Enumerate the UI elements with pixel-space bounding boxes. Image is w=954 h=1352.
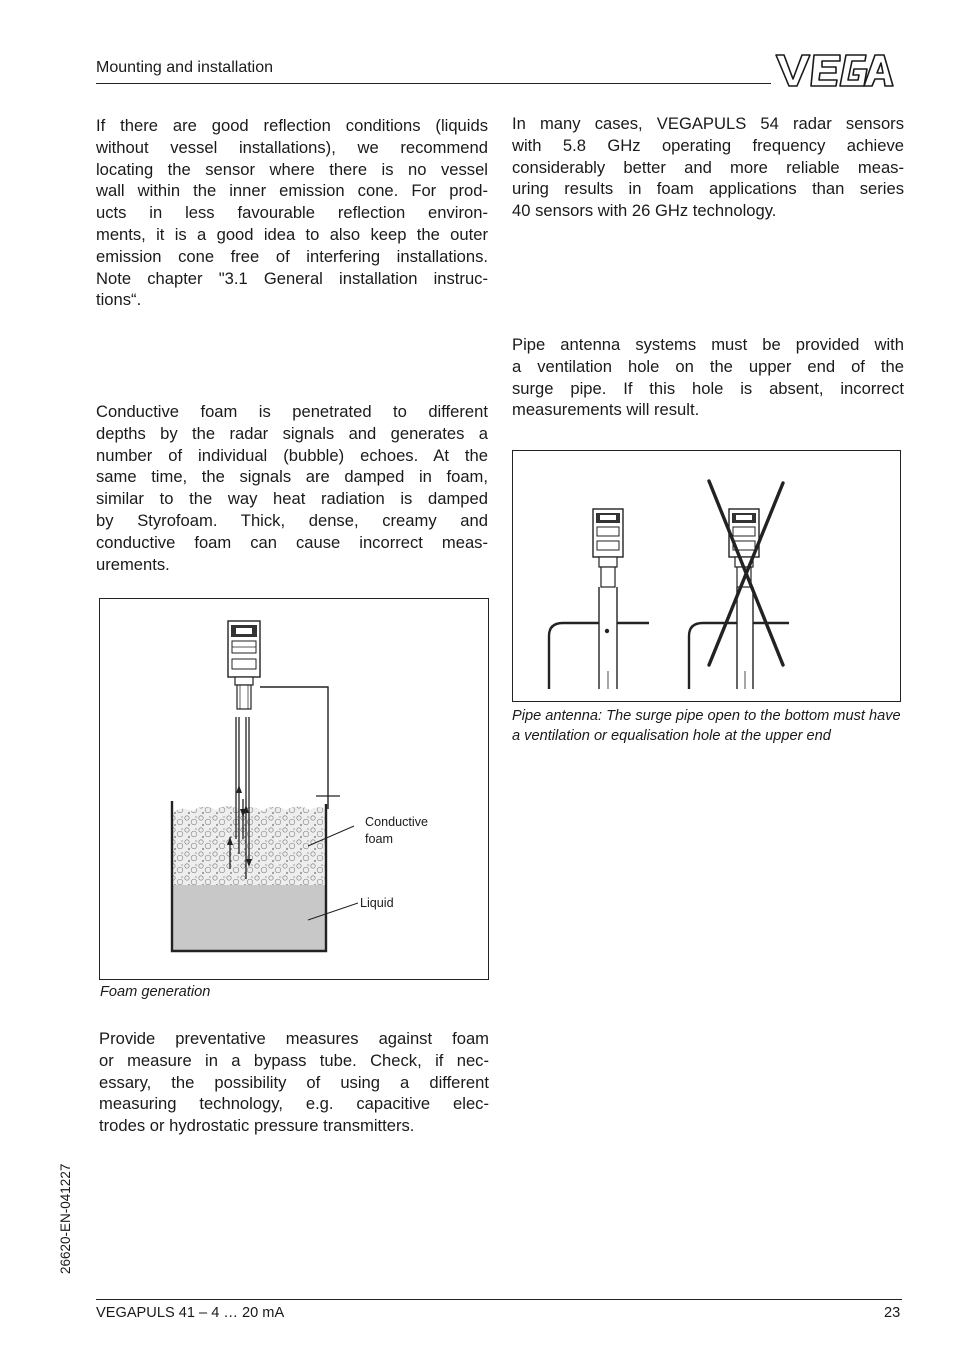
text-line: 40 sensors with 26 GHz technology.	[512, 201, 777, 221]
text-line: Conductive foam is penetrated to different	[96, 402, 488, 421]
text-line: surge pipe. If this hole is absent, incorrect	[512, 378, 904, 398]
text-line: ucts in less favourable reflection environ-	[96, 203, 488, 223]
text-line: urements.	[96, 554, 170, 574]
paragraph-vegapuls54	[512, 113, 904, 222]
figure-caption-foam: Foam generation	[100, 984, 211, 1000]
text-line: trodes or hydrostatic pressure transmitters.	[99, 1116, 415, 1136]
text-line: Provide preventative measures against foam	[99, 1029, 489, 1048]
label-liquid: Liquid	[360, 896, 394, 910]
text-line: Pipe antenna systems must be provided with	[512, 335, 904, 354]
page-number: 23	[884, 1305, 901, 1321]
paragraph-pipe-antenna	[512, 334, 904, 421]
document-number: 26620-EN-041227	[58, 1163, 73, 1274]
vega-logo	[774, 51, 900, 89]
text-line: If there are good reflection conditions (liquids	[96, 116, 488, 135]
text-line: locating the sensor where there is no vessel	[96, 159, 488, 179]
header-divider	[96, 83, 771, 84]
text-line: wall within the inner emission cone. For prod-	[96, 181, 488, 201]
text-line: without vessel installations), we recommend	[96, 137, 488, 157]
footer-product-name: VEGAPULS 41 – 4 … 20 mA	[96, 1305, 285, 1321]
text-line: similar to the way heat radiation is damped	[96, 489, 488, 509]
text-line: Note chapter "3.1 General installation instruc-	[96, 268, 488, 288]
paragraph-preventative-measures	[99, 1028, 489, 1137]
text-line: number of individual (bubble) echoes. At the	[96, 445, 488, 465]
figure-pipe-antenna	[512, 450, 901, 702]
text-line: depths by the radar signals and generates a	[96, 423, 488, 443]
ventilation-hole	[605, 629, 609, 633]
text-line: a ventilation hole on the upper end of the	[512, 356, 904, 376]
page-section-title: Mounting and installation	[96, 59, 274, 76]
paragraph-conductive-foam	[96, 401, 488, 575]
text-line: by Styrofoam. Thick, dense, creamy and	[96, 510, 488, 530]
figure-foam-generation	[99, 598, 489, 980]
pipe-antenna-incorrect	[689, 509, 789, 689]
text-line: with 5.8 GHz operating frequency achieve	[512, 135, 904, 155]
footer-divider	[96, 1299, 902, 1300]
text-line: tions“.	[96, 290, 142, 310]
text-line: ments, it is a good idea to also keep the outer	[96, 224, 488, 244]
text-line: In many cases, VEGAPULS 54 radar sensors	[512, 114, 904, 133]
text-line: emission cone free of interfering installations.	[96, 246, 488, 266]
label-conductive-foam: Conductive foam	[365, 815, 429, 846]
text-line: measuring technology, e.g. capacitive elec-	[99, 1094, 489, 1114]
text-line: considerably better and more reliable meas-	[512, 157, 904, 177]
paragraph-reflection-conditions	[96, 115, 488, 311]
text-line: essary, the possibility of using a different	[99, 1072, 489, 1092]
figure-caption-pipe-antenna: Pipe antenna: The surge pipe open to the bottom must have a ventilation or equalisation hole at the upper end	[512, 708, 901, 744]
radar-sensor-icon	[228, 621, 260, 709]
pipe-antenna-illustration	[513, 451, 900, 701]
text-line: uring results in foam applications than series	[512, 179, 904, 199]
liquid-layer	[172, 885, 326, 951]
text-line: measurements will result.	[512, 400, 700, 420]
foam-generation-illustration	[100, 599, 488, 979]
text-line: same time, the signals are damped in foam,	[96, 467, 488, 487]
text-line: conductive foam can cause incorrect meas-	[96, 532, 488, 552]
text-line: or measure in a bypass tube. Check, if nec-	[99, 1050, 489, 1070]
pipe-antenna-correct	[549, 509, 649, 689]
